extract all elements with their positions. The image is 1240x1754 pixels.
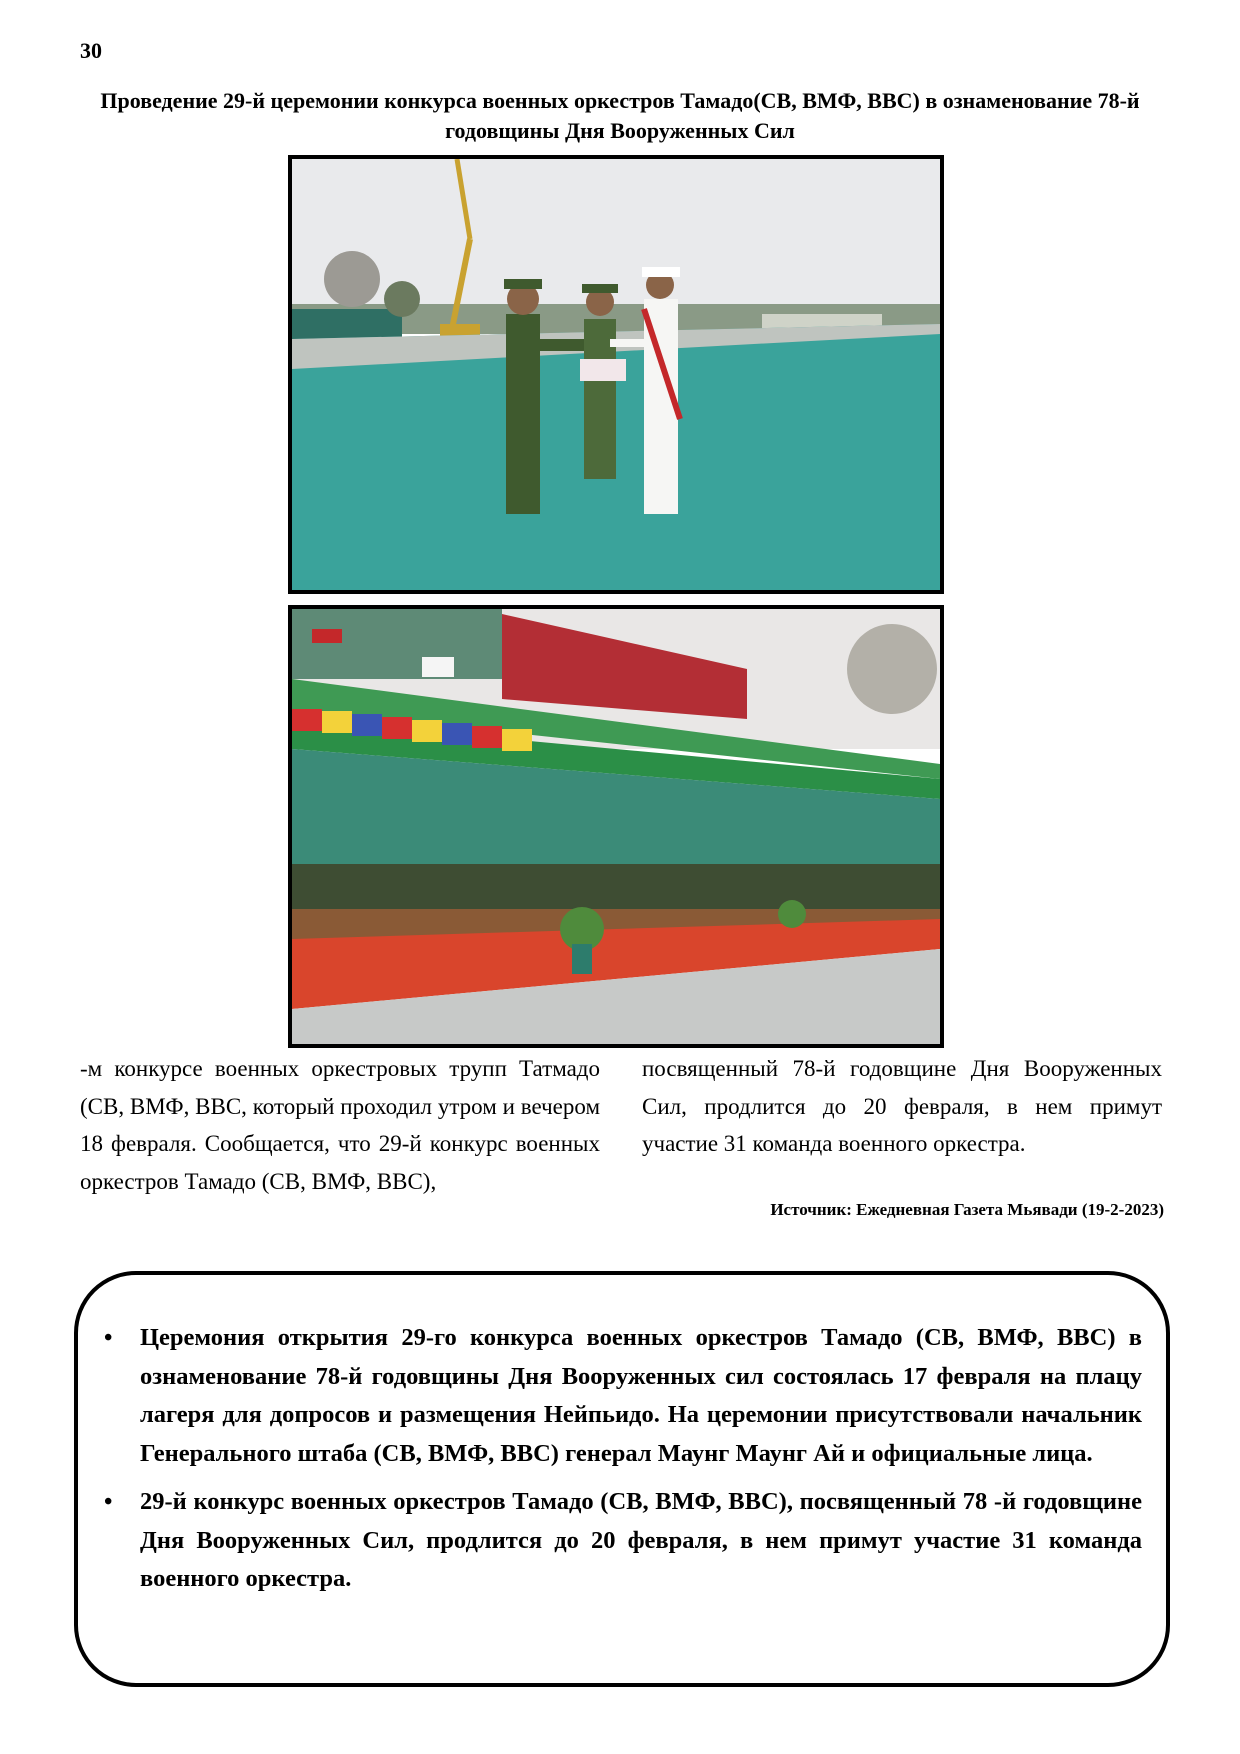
summary-item-text: Церемония открытия 29-го конкурса военных оркестров Тамадо (СВ, ВМФ, ВВС) в ознаменование 78-й годовщины Дня Вооруженных сил состоялась 17 февраля на плацу лагеря для допросов и размещения Нейпьидо. На церемонии присутствовали начальник Генерального штаба (СВ, ВМФ, ВВС) генерал Маунг Маунг Ай и официальные лица. xyxy=(140,1324,1142,1467)
award-ceremony-photo xyxy=(288,155,944,594)
summary-list xyxy=(78,1319,1166,1609)
grandstand-photo xyxy=(288,605,944,1048)
summary-box xyxy=(74,1271,1170,1687)
source-citation: Источник: Ежедневная Газета Мьявади (19-2-2023) xyxy=(770,1200,1164,1219)
grandstand-photo-icon xyxy=(292,609,940,1044)
body-column-left xyxy=(80,1050,600,1200)
body-text-left: -м конкурсе военных оркестровых трупп Татмадо (СВ, ВМФ, ВВС, который проходил утром и вечером 18 февраля. Сообщается, что 29-й конкурс военных оркестров Тамадо (СВ, ВМФ, ВВС), xyxy=(80,1056,600,1194)
body-column-right xyxy=(642,1050,1162,1163)
award-ceremony-photo-icon xyxy=(292,159,940,590)
summary-item xyxy=(104,1483,1142,1599)
summary-item-text: 29-й конкурс военных оркестров Тамадо (СВ, ВМФ, ВВС), посвященный 78 -й годовщине Дня Вооруженных Сил, продлится до 20 февраля, в нем примут участие 31 команда военного оркестра. xyxy=(140,1488,1142,1592)
bullet-icon: • xyxy=(104,1325,113,1351)
body-text-right: посвященный 78-й годовщине Дня Вооруженных Сил, продлится до 20 февраля, в нем примут участие 31 команда военного оркестра. xyxy=(642,1056,1162,1156)
summary-item xyxy=(104,1319,1142,1473)
page-title: Проведение 29-й церемонии конкурса военных оркестров Тамадо(СВ, ВМФ, ВВС) в ознаменование 78-й годовщины Дня Вооруженных Сил xyxy=(100,88,1140,143)
page-number: 30 xyxy=(80,38,102,63)
bullet-icon: • xyxy=(104,1489,113,1515)
